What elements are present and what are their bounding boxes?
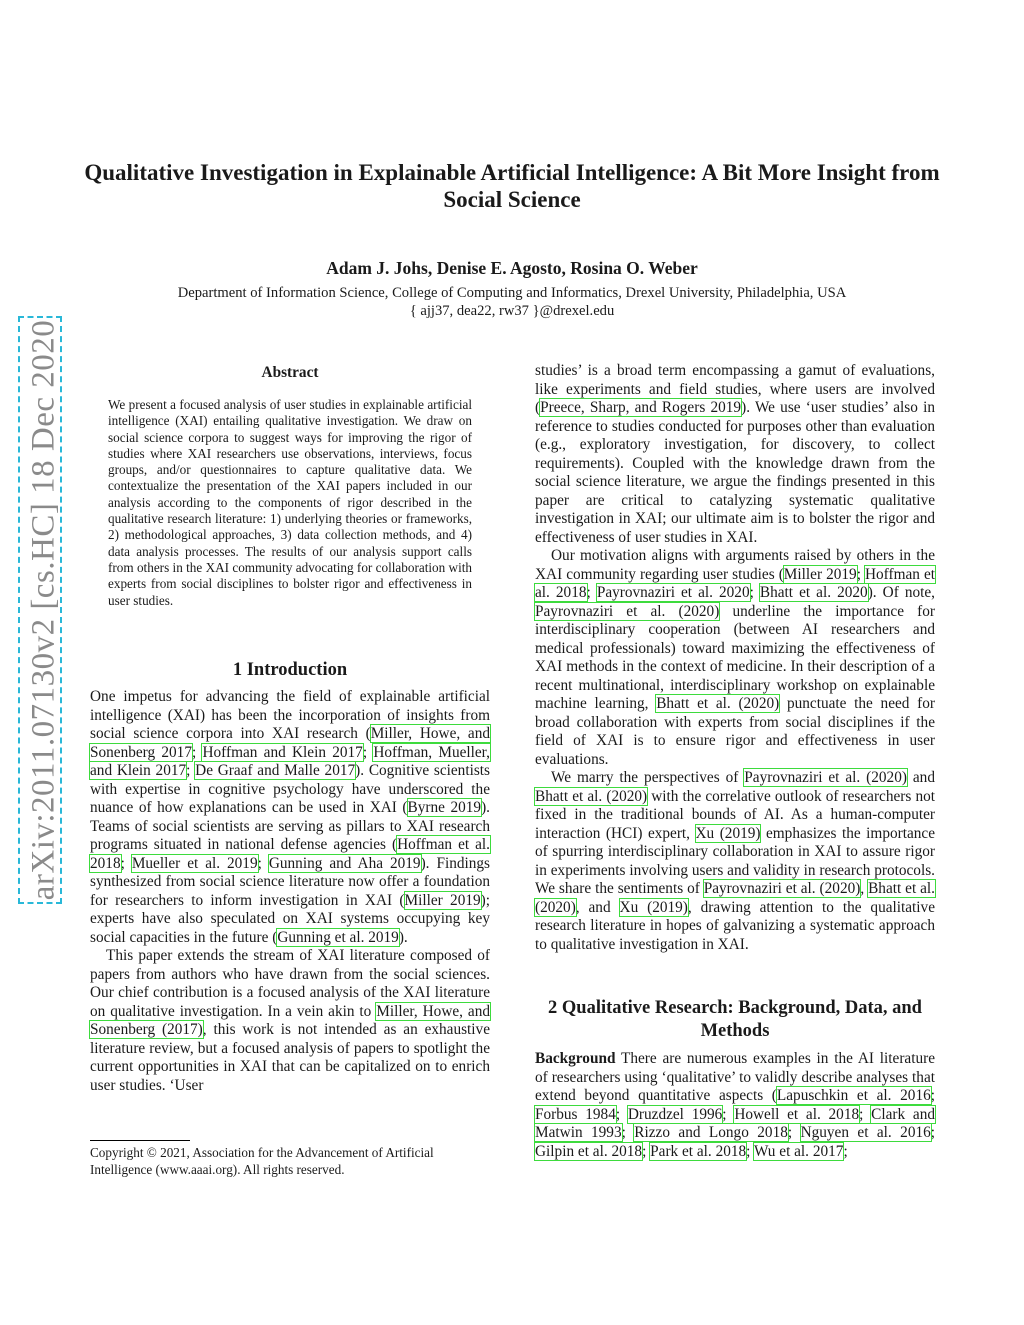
text-run: ;: [749, 584, 760, 601]
citation-link[interactable]: Payrovnaziri et al. (2020): [703, 880, 861, 897]
text-run: Our motivation aligns with arguments raised by others in the XAI community regarding user studies (: [535, 547, 935, 583]
text-run: ;: [615, 1105, 628, 1123]
abstract-heading: Abstract: [261, 364, 319, 381]
text-run: with the correlative outlook of researchers not fixed in the traditional bounds of AI. As a human-computer interaction (HCI) expert,: [535, 787, 935, 842]
citation-link[interactable]: Payrovnaziri et al. (2020): [744, 769, 907, 786]
citation-link[interactable]: Wu et al. 2017: [753, 1142, 844, 1160]
text-run: ). We use ‘user studies’ also in reference to studies conducted for purposes other than evaluation (e.g., exploratory investigation, for discovery, to collect requirements). Coupled with the knowledge drawn from the social science literature, we argue the findings presented in this paper are critical to catalyzing systematic qualitative investigation in XAI; our ultimate aim is to bolster the rigor and effectiveness of user studies in XAI.: [535, 399, 935, 546]
text-run: ). Of note,: [867, 584, 935, 601]
text-run: ;: [362, 743, 374, 761]
text-run: One impetus for advancing the field of explainable artificial intelligence (XAI) has been the incorporation of insights from social science corpora into XAI research (: [90, 688, 490, 742]
text-run: ). Cognitive scientists with expertise in cognitive psychology have underscored the nuance of how explanations can be used in XAI (: [90, 762, 490, 816]
text-run: ).: [398, 928, 408, 946]
citation-link[interactable]: Hoffman, Mueller, and Klein 2017: [90, 743, 490, 779]
author-list: Adam J. Johs, Denise E. Agosto, Rosina O. Weber: [326, 258, 698, 278]
text-run: ;: [642, 1142, 651, 1160]
text-run: ;: [746, 1142, 754, 1160]
footnote-rule: [90, 1140, 190, 1141]
citation-link[interactable]: De Graaf and Malle 2017: [195, 762, 356, 779]
right-paragraph-3: [535, 769, 935, 954]
citation-link[interactable]: Xu (2019): [695, 824, 761, 842]
text-run: ;: [859, 1105, 872, 1123]
section-1-heading: 1 Introduction: [232, 660, 348, 680]
copyright-footnote: Copyright © 2021, Association for the Advancement of Artificial Intelligence (www.aaai.org). All rights reserved.: [90, 1145, 434, 1177]
citation-link[interactable]: Bhatt et al. (2020): [656, 695, 780, 712]
text-run: We marry the perspectives of: [551, 769, 745, 786]
citation-link[interactable]: Bhatt et al. (2020): [535, 880, 935, 916]
citation-link[interactable]: Miller 2019: [783, 565, 857, 583]
intro-paragraph-1: [90, 688, 490, 947]
text-run: ;: [186, 762, 196, 779]
text-run: emphasizes the importance of spurring interdisciplinary collaboration in XAI to assure rigor in experiments involving users and validity in research protocols. We share the sentiments of: [535, 824, 935, 897]
text-run: ;: [191, 743, 203, 761]
text-run: ;: [621, 1124, 635, 1141]
citation-link[interactable]: Park et al. 2018: [650, 1142, 747, 1160]
citation-link[interactable]: Hoffman et al. 2018: [90, 836, 490, 872]
text-run: ,: [860, 880, 869, 897]
left-column: [90, 688, 490, 1095]
citation-link[interactable]: Miller, Howe, and Sonenberg (2017): [90, 1002, 490, 1038]
abstract-text: We present a focused analysis of user studies in explainable artificial intelligence (XAI) entailing qualitative investigation. We draw on social science corpora to suggest ways for improving the rigor of studies where XAI researchers use observations, interviews, focus groups, and/or questionnaires to capture qualitative data. We contextualize the presentation of the XAI papers included in our analysis according to the components of rigor described in the qualitative research literature: 1) underlying theories or frameworks, 2) methodological approaches, 3) data collection methods, and 4) data analysis processes. The results of our analysis support calls from others in the XAI community advocating for collaboration with experts from social disciplines to bolster rigor and effectiveness in user studies.: [108, 397, 472, 608]
author-emails: { ajj37, dea22, rw37 }@drexel.edu: [409, 303, 615, 319]
paper-title: Qualitative Investigation in Explainable Artificial Intelligence: A Bit More Insight from Social Science: [84, 160, 940, 212]
citation-link[interactable]: Forbus 1984: [535, 1105, 616, 1123]
intro-paragraph-2: [90, 947, 490, 1095]
citation-link[interactable]: Clark and Matwin 1993: [535, 1105, 935, 1141]
affiliation-block: [80, 284, 944, 320]
text-run: ;: [930, 1124, 936, 1141]
citation-link[interactable]: Howell et al. 2018: [734, 1105, 860, 1123]
citation-link[interactable]: Gilpin et al. 2018: [535, 1142, 643, 1160]
text-run: ;: [930, 1087, 935, 1104]
text-run: , drawing attention to the qualitative research literature in hopes of galvanizing a systematic approach to qualitative investigation in XAI.: [535, 898, 935, 953]
citation-link[interactable]: Nguyen et al. 2016: [800, 1124, 931, 1141]
text-run: ;: [856, 565, 865, 583]
text-run: ;: [257, 854, 269, 872]
text-run: punctuate the need for broad collaboration with experts from social disciplines if the field of XAI is to ensure rigor and effectiveness in user evaluations.: [535, 695, 935, 768]
citation-link[interactable]: Lapuschkin et al. 2016: [776, 1087, 931, 1104]
text-run: ;: [722, 1105, 735, 1123]
citation-link[interactable]: Payrovnaziri et al. 2020: [596, 584, 750, 601]
citation-link[interactable]: Bhatt et al. (2020): [535, 787, 648, 805]
citation-link[interactable]: Bhatt et al. 2020: [759, 584, 868, 601]
text-run: ); experts have also speculated on XAI systems occupying key social capacities in the future (: [90, 891, 490, 946]
text-run: ). Findings synthesized from social science literature now offer a foundation for researchers to inform investigation in XAI (: [90, 854, 490, 909]
right-paragraph-2: [535, 547, 935, 769]
text-run: There are numerous examples in the AI literature of researchers using ‘qualitative’ to validly describe analyses that extend beyond quantitative aspects (: [535, 1050, 935, 1104]
text-run: ;: [120, 854, 132, 872]
background-paragraph: [535, 1050, 935, 1161]
citation-link[interactable]: Xu (2019): [619, 898, 688, 916]
citation-link[interactable]: Hoffman and Klein 2017: [202, 743, 363, 761]
text-run: ;: [787, 1124, 801, 1141]
citation-link[interactable]: Miller, Howe, and Sonenberg 2017: [90, 725, 490, 761]
section-2-body: [535, 1050, 935, 1161]
citation-link[interactable]: Preece, Sharp, and Rogers 2019: [540, 399, 742, 416]
text-run: underline the importance for interdisciplinary cooperation (between AI researchers and medical professionals) toward maximizing the effectiveness of XAI methods in the context of medicine. In their description of a recent multinational, interdisciplinary workshop on explainable machine learning,: [535, 602, 935, 712]
text-run: ;: [843, 1142, 848, 1160]
citation-link[interactable]: Payrovnaziri et al. (2020): [535, 602, 720, 620]
background-run-head: Background: [535, 1050, 616, 1067]
text-run: and: [906, 769, 935, 786]
right-paragraph-1: [535, 362, 935, 547]
citation-link[interactable]: Hoffman et al. 2018: [535, 565, 936, 601]
arxiv-identifier[interactable]: arXiv:2011.07130v2 [cs.HC] 18 Dec 2020: [25, 319, 62, 901]
text-run: ;: [586, 584, 597, 601]
citation-link[interactable]: Mueller et al. 2019: [131, 854, 258, 872]
citation-link[interactable]: Gunning et al. 2019: [277, 928, 399, 946]
citation-link[interactable]: Miller 2019: [404, 891, 481, 909]
citation-link[interactable]: Byrne 2019: [407, 799, 482, 816]
affiliation: Department of Information Science, College of Computing and Informatics, Drexel University, Philadelphia, USA: [177, 285, 847, 301]
citation-link[interactable]: Rizzo and Longo 2018: [634, 1124, 788, 1141]
section-2-heading: 2 Qualitative Research: Background, Data, and Methods: [548, 998, 922, 1041]
text-run: studies’ is a broad term encompassing a gamut of evaluations, like experiments and field studies, where users are involved (: [535, 362, 935, 416]
text-run: , and: [575, 898, 620, 916]
right-column: [535, 362, 935, 954]
citation-link[interactable]: Druzdzel 1996: [627, 1105, 723, 1123]
citation-link[interactable]: Gunning and Aha 2019: [268, 854, 421, 872]
text-run: This paper extends the stream of XAI literature composed of papers from authors who have drawn from the social sciences. Our chief contribution is a focused analysis of the XAI literature on qualitative investigation. In a vein akin to: [90, 947, 490, 1020]
text-run: ). Teams of social scientists are serving as pillars to XAI research programs situated in national defense agencies (: [90, 799, 490, 853]
text-run: , this work is not intended as an exhaustive literature review, but a focused analysis of papers to spotlight the current opportunities in XAI that can be capitalized on to enrich user studies. ‘User: [90, 1021, 490, 1094]
